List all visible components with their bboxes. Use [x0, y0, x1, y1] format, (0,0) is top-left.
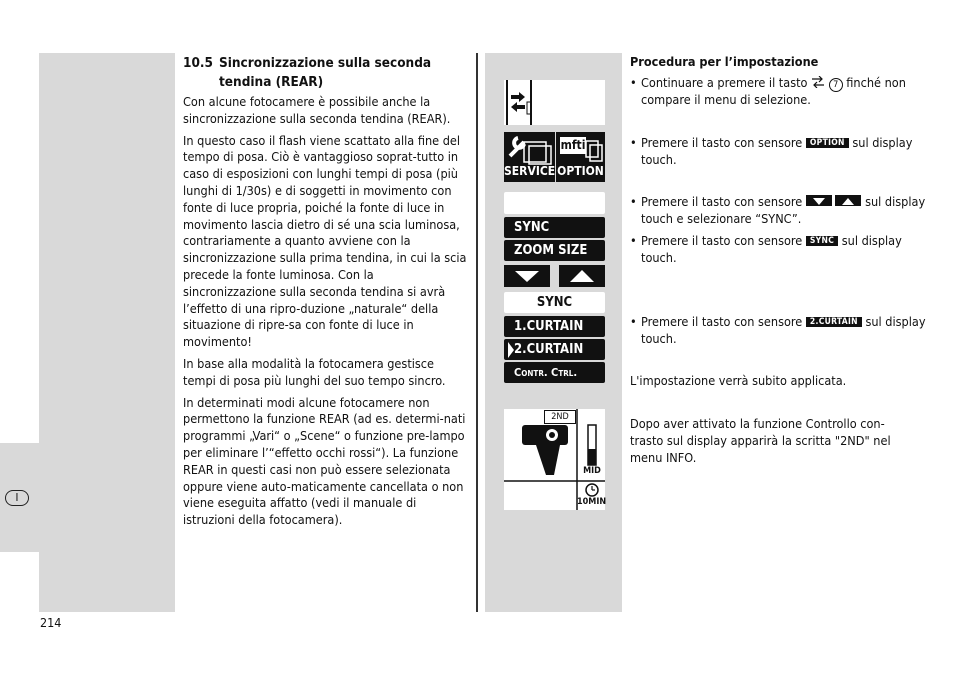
menu-zoom-size[interactable]: ZOOM SIZE	[504, 240, 605, 261]
body-paragraph: In base alla modalità la fotocamera gestisce tempi di posa più lunghi del suo tempo sincro.	[183, 355, 446, 388]
step-2	[630, 135, 926, 169]
service-tile[interactable]	[504, 132, 555, 182]
arrow-up-icon	[559, 265, 605, 287]
service-label: SERVICE	[504, 164, 556, 178]
step-4	[630, 233, 926, 267]
option-tile[interactable]	[556, 132, 605, 182]
down-key-icon	[806, 195, 832, 206]
sync-title: SYNC	[504, 292, 605, 313]
body-paragraph: In determinati modi alcune fotocamere non permettono la funzione REAR (ad es. determi-nati programmi „Vari“ o „Scene“ o funzione pre-lampo per eliminare l’“effetto occhi rossi“). La funzione REAR in questi casi non può essere selezionata oppure viene auto-maticamente cancellata o non viene eseguita affatto (vedi il manuale di istruzioni della fotocamera).	[183, 394, 466, 528]
selection-pointer-icon	[507, 342, 515, 358]
arrow-down-icon	[504, 265, 550, 287]
2nd-badge: 2ND	[544, 410, 576, 424]
step-3	[630, 194, 926, 228]
sync-key: SYNC	[806, 236, 838, 246]
body-paragraph: In questo caso il flash viene scattato alla fine del tempo di posa. Ciò è vantaggioso soprat-tutto in caso di esposizioni con lunghi tempi di posa (più lunghi di 1/30s) e di soggetti in movimento con fonte di luce propria, poiché la fonte di luce in movimento lascia dietro di sé una scia luminosa, contrariamente a quanto avviene con la sincronizzazione sulla prima tendina, in cui la scia precede la fonte luminosa. Con la sincronizzazione sulla seconda tendina si avrà l’effetto di una ripro-duzione „naturale“ della situazione di ripre-sa con fonte di luce in movimento!	[183, 132, 467, 350]
step-1	[630, 75, 926, 109]
column-divider	[476, 53, 478, 612]
info-screen	[504, 409, 605, 510]
menu-screen-2	[504, 292, 605, 384]
menu-2-curtain[interactable]: 2.CURTAIN	[504, 339, 605, 360]
left-margin-bar	[39, 53, 175, 612]
key-number-badge: 7	[829, 78, 843, 92]
menu-contr-ctrl[interactable]: Contr. Ctrl.	[504, 362, 605, 383]
step-5	[630, 314, 926, 348]
step-3-text-a: Premere il tasto con sensore	[641, 194, 803, 209]
step-3-text-b: sul display touch e selezionare “SYNC”.	[641, 194, 926, 226]
curtain-key: 2.CURTAIN	[806, 317, 862, 327]
option-label: OPTION	[557, 164, 604, 178]
menu-blank-row	[504, 192, 605, 214]
section-heading	[183, 54, 473, 92]
body-paragraph: Con alcune fotocamere è possibile anche la sincronizzazione sulla seconda tendina (REAR).	[183, 94, 451, 126]
stack-icon	[556, 132, 605, 166]
service-option-screen	[504, 132, 605, 182]
up-arrow-button[interactable]	[559, 265, 605, 287]
step-4-text-b: sul display touch.	[641, 233, 902, 265]
step-1-text-a: Continuare a premere il tasto	[641, 75, 808, 90]
menu-screen-1	[504, 192, 605, 288]
down-arrow-button[interactable]	[504, 265, 550, 287]
swap-arrows-icon	[811, 76, 825, 88]
menu-1-curtain[interactable]: 1.CURTAIN	[504, 316, 605, 337]
step-1-text-b: finché non compare il menu di selezione.	[641, 75, 906, 107]
page-number: 214	[40, 615, 62, 630]
step-5-text-b: sul display touch.	[641, 314, 926, 346]
option-key: OPTION	[806, 138, 849, 148]
step-2-text-a: Premere il tasto con sensore	[641, 135, 803, 150]
wrench-icon	[504, 132, 555, 166]
body-text	[183, 94, 468, 534]
up-key-icon	[835, 195, 861, 206]
menu-sync[interactable]: SYNC	[504, 217, 605, 238]
mfti-icon: mfti	[560, 138, 586, 152]
heading-line1: Sincronizzazione sulla seconda	[219, 55, 432, 71]
heading-line2: tendina (REAR)	[219, 74, 324, 90]
flash-button-icon	[504, 80, 605, 125]
applied-note: L'impostazione verrà subito applicata.	[630, 373, 847, 388]
step-4-text-a: Premere il tasto con sensore	[641, 233, 803, 248]
time-label: 10MIN	[577, 497, 607, 507]
mid-label: MID	[583, 466, 601, 476]
section-number: 10.5	[183, 55, 213, 71]
flash-head-icon	[504, 409, 605, 510]
info-note: Dopo aver attivato la funzione Controllo con-trasto sul display apparirà la scritta "2ND" nel menu INFO.	[630, 416, 891, 465]
language-badge: I	[5, 490, 29, 506]
step-2-text-b: sul display touch.	[641, 135, 913, 167]
flash-button-screen	[504, 80, 605, 125]
procedure-title: Procedura per l’impostazione	[630, 54, 819, 69]
step-5-text-a: Premere il tasto con sensore	[641, 314, 803, 329]
